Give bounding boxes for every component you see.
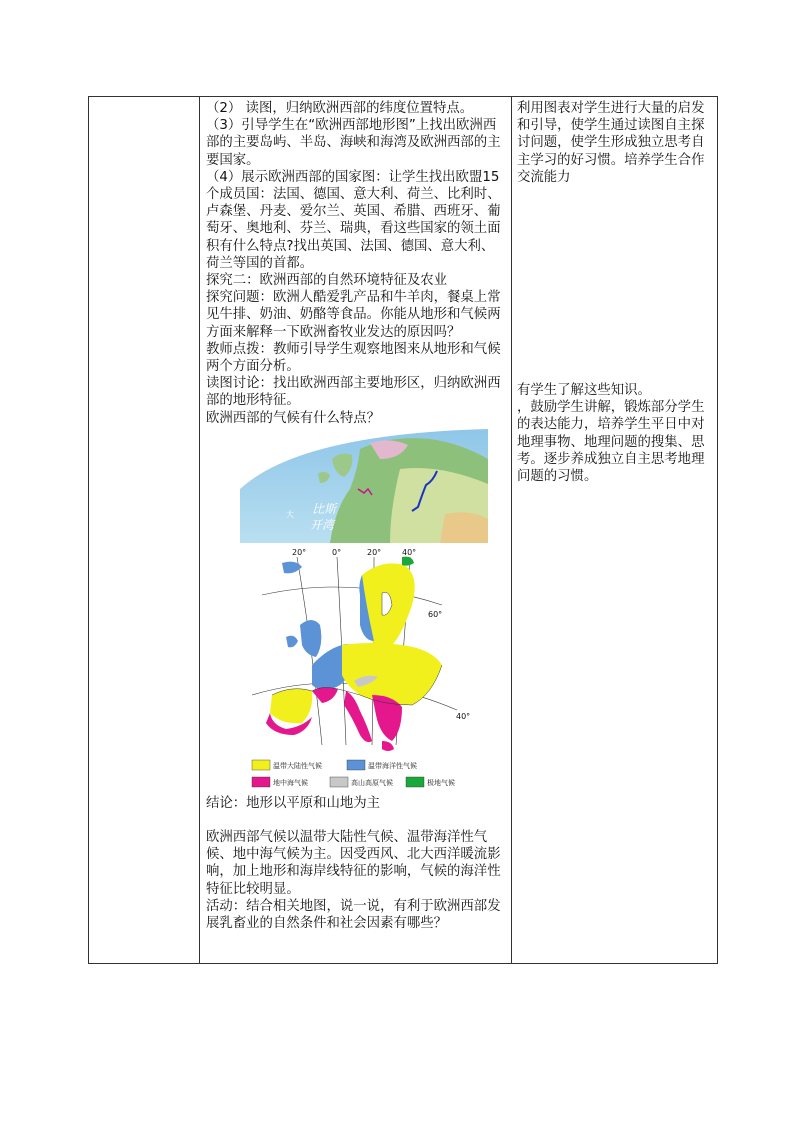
inquiry-two-title: 探究二：欧洲西部的自然环境特征及农业: [206, 273, 448, 289]
legend-polar: 极地气候: [427, 778, 455, 787]
lon-label-20e: 20°: [367, 547, 382, 557]
legend-oceanic: 温带海洋性气候: [368, 761, 417, 770]
step-read-map: （2） 读图，归纳欧洲西部的纬度位置特点。: [206, 101, 474, 116]
conclusion-terrain: 结论：地形以平原和山地为主: [206, 795, 381, 811]
teacher-tip: 教师点拨：教师引导学生观察地图来从地形和气候两个方面分析。: [206, 341, 501, 375]
column-divider-2: [511, 97, 512, 963]
intent-guidance: 利用图表对学生进行大量的启发和引导，使学生通过读图自主探讨问题，使学生形成独立思考自主学习的好习惯。培养学生合作交流能力: [517, 101, 705, 185]
column-divider-1: [199, 97, 200, 963]
small-label: 大: [286, 509, 294, 519]
climate-map-image: [242, 545, 482, 795]
lat-label-40: 40°: [456, 711, 471, 721]
bay-label-line2: 开湾: [310, 517, 335, 532]
climate-question: 欧洲西部的气候有什么特点？: [206, 410, 381, 426]
map-discussion: 读图讨论：找出欧洲西部主要地形区，归纳欧洲西部的地形特征。: [206, 376, 501, 409]
teaching-process-column: [206, 100, 506, 932]
legend-swatch-oceanic: [347, 760, 365, 770]
legend-swatch-mediterranean: [252, 777, 270, 787]
terrain-map-image: [240, 429, 488, 543]
legend-swatch-continental: [252, 760, 270, 770]
legend-swatch-highland: [330, 777, 348, 787]
lon-label-0: 0°: [332, 547, 342, 557]
lesson-table: [88, 96, 718, 964]
legend-mediterranean: 地中海气候: [273, 778, 308, 787]
design-intent-column: [517, 100, 713, 485]
lat-label-60: 60°: [428, 609, 443, 619]
lon-label-40e: 40°: [402, 547, 417, 557]
step-countries: （4）展示欧洲西部的国家图：让学生找出欧盟15个成员国：法国、德国、意大利、荷兰、比利时、卢森堡、丹麦、爱尔兰、英国、希腊、西班牙、葡萄牙、奥地利、芬兰、瑞典，看这些国家的领土面积有什么特点?找出英国、法国、德国、意大利、荷兰等国的首都。: [206, 169, 501, 271]
step-terrain-guide: （3）引导学生在“欧洲西部地形图”上找出欧洲西部的主要岛屿、半岛、海峡和海湾及欧洲西部的主要国家。: [206, 118, 501, 168]
intent-student-knowledge: 有学生了解这些知识。: [517, 383, 651, 399]
legend-highland: 高山高原气候: [351, 778, 393, 787]
inquiry-question: 探究问题：欧洲人酷爱乳产品和牛羊肉，餐桌上常见牛排、奶油、奶酪等食品。你能从地形和气候两方面来解释一下欧洲畜牧业发达的原因吗？: [206, 290, 501, 340]
lon-label-20w: 20°: [292, 547, 307, 557]
intent-encourage: ，鼓励学生讲解，锻炼部分学生的表达能力，培养学生平日中对地理事物、地理问题的搜集、思考。逐步养成独立自主思考地理问题的习惯。: [517, 400, 705, 485]
legend-continental: 温带大陆性气候: [273, 761, 322, 770]
bay-label-line1: 比斯: [312, 501, 337, 516]
climate-summary: 欧洲西部气候以温带大陆性气候、温带海洋性气候、地中海气候为主。因受西风、北大西洋暖流影响，加上地形和海岸线特征的影响，气候的海洋性特征比较明显。: [206, 830, 501, 897]
activity-question: 活动：结合相关地图，说一说，有利于欧洲西部发展乳畜业的自然条件和社会因素有哪些？: [206, 898, 501, 932]
legend-swatch-polar: [406, 777, 424, 787]
